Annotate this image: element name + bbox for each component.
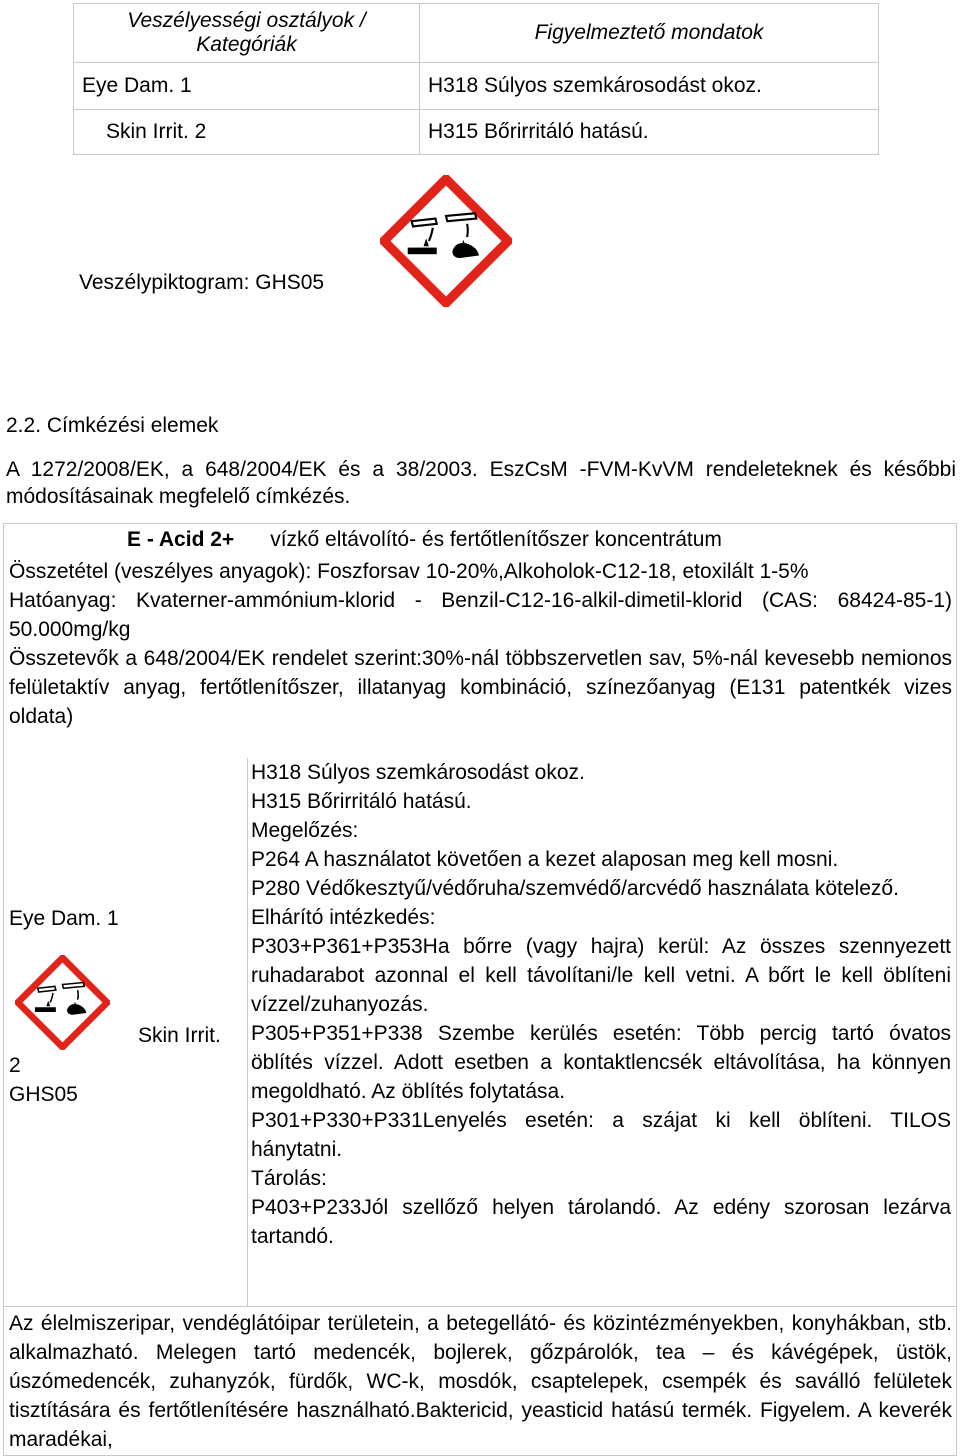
precaution-statement: P301+P330+P331Lenyelés esetén: a szájat ki kell öblíteni. TILOS hánytatni. bbox=[251, 1109, 951, 1161]
table-row bbox=[74, 63, 879, 110]
hazard-class-cell: Eye Dam. 1 bbox=[74, 63, 420, 110]
ghs05-corrosion-icon bbox=[15, 955, 110, 1050]
skin-irrit-category: 2 bbox=[9, 1054, 21, 1077]
components-text: Összetevők a 648/2004/EK rendelet szerint:30%-nál többszervetlen sav, 5%-nál kevesebb nemionos felületaktív anyag, fertőtlenítőszer, illatanyag kombináció, színezőanyag (E131 patentkék vizes oldata) bbox=[9, 647, 952, 728]
response-heading: Elhárító intézkedés: bbox=[251, 906, 436, 929]
hazard-statement-cell: H318 Súlyos szemkárosodást okoz. bbox=[420, 63, 879, 110]
pictogram-label: Veszélypiktogram: GHS05 bbox=[79, 271, 325, 294]
skin-irrit-label: Skin Irrit. bbox=[138, 1024, 221, 1047]
precaution-statement: P305+P351+P338 Szembe kerülés esetén: Több percig tartó óvatos öblítés vízzel. Adott esetben a kontaktlencsék eltávolítása, ha könnyen megoldható. Az öblítés folytatása. bbox=[251, 1022, 951, 1103]
composition-block bbox=[9, 557, 952, 731]
ghs05-corrosion-icon bbox=[380, 175, 512, 307]
precaution-statement: P280 Védőkesztyű/védőruha/szemvédő/arcvédő használata kötelező. bbox=[251, 877, 899, 900]
product-name: E - Acid 2+ bbox=[127, 528, 235, 551]
hazard-class-cell: Skin Irrit. 2 bbox=[74, 110, 420, 155]
hazard-statement: H315 Bőrirritáló hatású. bbox=[251, 790, 472, 813]
precaution-statement: P264 A használatot követően a kezet alaposan meg kell mosni. bbox=[251, 848, 839, 871]
header-class-cell: Veszélyességi osztályok / Kategóriák bbox=[74, 4, 420, 63]
product-description: vízkő eltávolító- és fertőtlenítőszer koncentrátum bbox=[270, 528, 722, 551]
header-statement-cell: Figyelmeztető mondatok bbox=[420, 4, 879, 63]
prevention-heading: Megelőzés: bbox=[251, 819, 359, 842]
divider bbox=[247, 758, 248, 1306]
hazard-class-table bbox=[73, 3, 879, 155]
storage-heading: Tárolás: bbox=[251, 1167, 327, 1190]
ghs-code: GHS05 bbox=[9, 1083, 78, 1106]
label-box bbox=[3, 523, 957, 1456]
eye-dam-label: Eye Dam. 1 bbox=[9, 907, 119, 930]
hazard-statement: H318 Súlyos szemkárosodást okoz. bbox=[251, 761, 585, 784]
product-title bbox=[127, 528, 722, 552]
precaution-statement: P403+P233Jól szellőző helyen tárolandó. Az edény szorosan lezárva tartandó. bbox=[251, 1196, 951, 1248]
composition-text: Összetétel (veszélyes anyagok): Foszforsav 10-20%,Alkoholok-C12-18, etoxilált 1-5% bbox=[9, 560, 809, 583]
divider bbox=[4, 1306, 956, 1307]
active-ingredient-text: Hatóanyag: Kvaterner-ammónium-klorid - Benzil-C12-16-alkil-dimetil-klorid (CAS: 68424-85-1) 50.000mg/kg bbox=[9, 589, 952, 641]
section-title: 2.2. Címkézési elemek bbox=[6, 414, 219, 437]
table-row bbox=[74, 110, 879, 155]
precautionary-cell bbox=[251, 758, 951, 1251]
section-text: A 1272/2008/EK, a 648/2004/EK és a 38/2003. EszCsM -FVM-KvVM rendeleteknek és későbbi módosításainak megfelelő címkézés. bbox=[6, 458, 956, 508]
usage-text: Az élelmiszeripar, vendéglátóipar területein, a betegellátó- és közintézményekben, konyhákban, stb. alkalmazható. Melegen tartó medencék, bojlerek, gőzpárolók, tea – és kávégépek, üstök, úszómedencék, zuhanyzók, fürdők, WC-k, mosdók, csaptelepek, csempék és saválló felületek tisztítására és fertőtlenítésére használható.Baktericid, yeasticid hatású termék. Figyelem. A keverék maradékai, bbox=[9, 1312, 952, 1451]
precaution-statement: P303+P361+P353Ha bőrre (vagy hajra) kerül: Az összes szennyezett ruhadarabot azonnal el kell távolítani/le kell vetni. A bőrt le kell öblíteni vízzel/zuhanyozás. bbox=[251, 935, 951, 1016]
table-header-row bbox=[74, 4, 879, 63]
hazard-statement-cell: H315 Bőrirritáló hatású. bbox=[420, 110, 879, 155]
